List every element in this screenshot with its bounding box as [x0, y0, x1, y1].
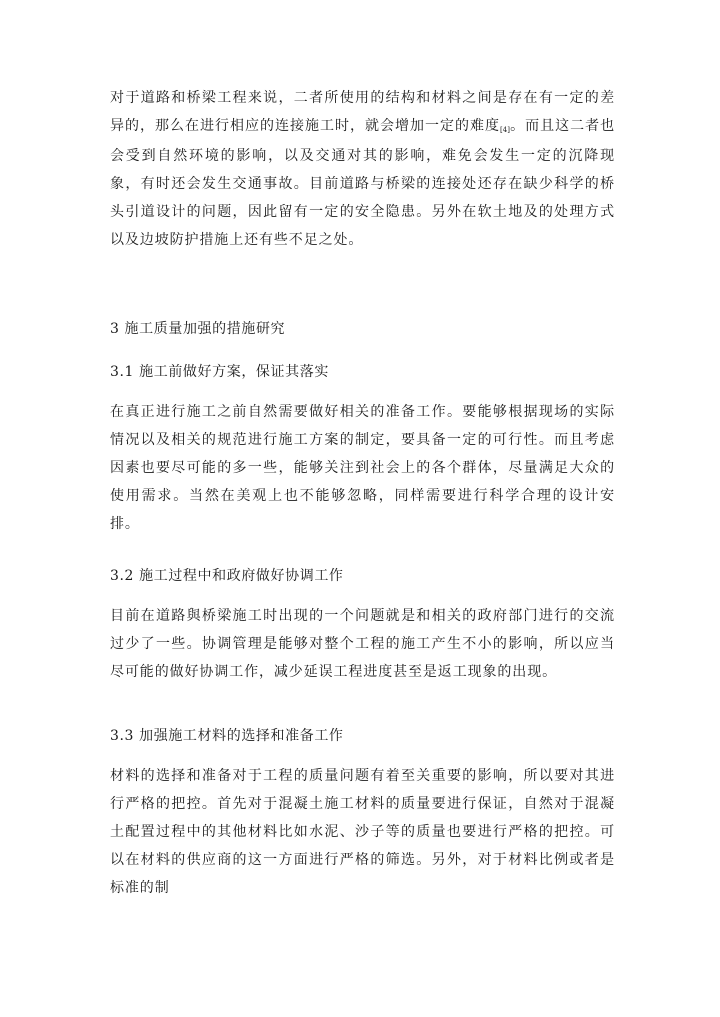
paragraph-road-bridge-difference — [110, 84, 615, 254]
paragraph-text: 。而且这二者也会受到自然环境的影响，以及交通对其的影响，难免会发生一定的沉降现象，有时还会发生交通事故。目前道路与桥梁的连接处还存在缺少科学的桥头引道设计的问题，因此留有一定的安全隐患。另外在软土地及的处理方式以及边坡防护措施上还有些不足之处。 — [110, 118, 615, 248]
paragraph-text: 对于道路和桥梁工程来说，二者所使用的结构和材料之间是存在有一定的差异的，那么在进行相应的连接施工时，就会增加一定的难度 — [110, 90, 615, 134]
paragraph-3-1: 在真正进行施工之前自然需要做好相关的准备工作。要能够根据现场的实际情况以及相关的规范进行施工方案的制定，要具备一定的可行性。而且考虑因素也要尽可能的多一些，能够关注到社会上的各个群体，尽量满足大众的使用需求。当然在美观上也不能够忽略，同样需要进行科学合理的设计安排。 — [110, 404, 615, 532]
paragraph-3-3: 材料的选择和准备对于工程的质量问题有着至关重要的影响，所以要对其进行严格的把控。首先对于混凝土施工材料的质量要进行保证，自然对于混凝土配置过程中的其他材料比如水泥、沙子等的质量也要进行严格的把控。可以在材料的供应商的这一方面进行严格的筛选。另外，对于材料比例或者是标准的制 — [110, 768, 615, 896]
subsection-heading-3-3: 3.3 加强施工材料的选择和准备工作 — [110, 728, 344, 744]
citation-marker: [4] — [500, 126, 510, 134]
paragraph-3-2: 目前在道路與桥梁施工时出现的一个问题就是和相关的政府部门进行的交流过少了一些。协调管理是能够对整个工程的施工产生不小的影响，所以应当尽可能的做好协调工作，减少延误工程进度甚至是返工现象的出现。 — [110, 608, 615, 680]
subsection-heading-3-2: 3.2 施工过程中和政府做好协调工作 — [110, 568, 344, 584]
subsection-heading-3-1: 3.1 施工前做好方案，保证其落实 — [110, 364, 329, 380]
section-heading-3: 3 施工质量加强的措施研究 — [110, 321, 286, 337]
